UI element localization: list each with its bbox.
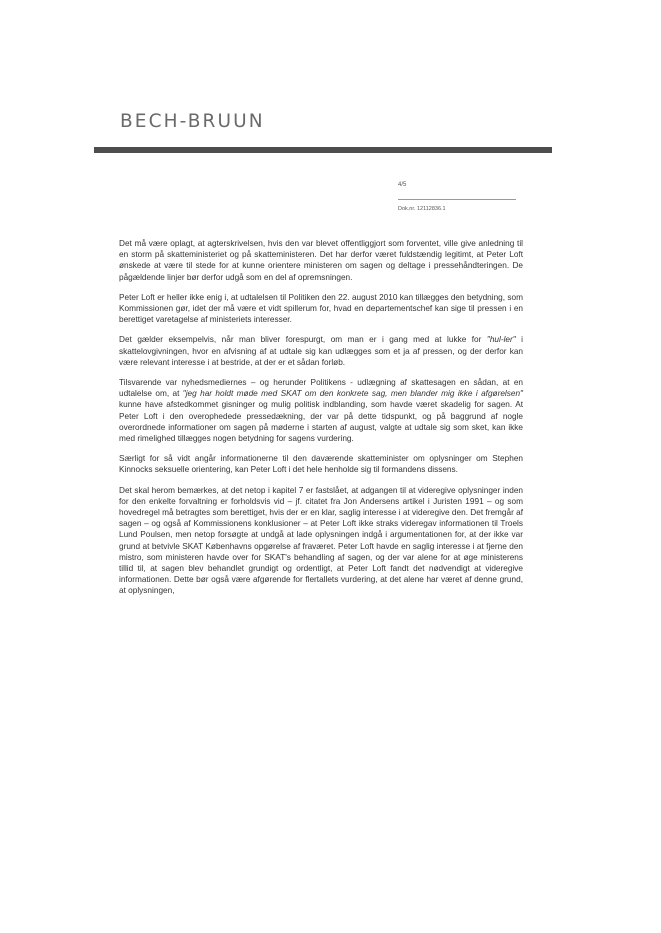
paragraph-2: Peter Loft er heller ikke enig i, at udtalelsen til Politiken den 22. august 2010 kan tillægges den betydning, som Kommissionen gør, idet der må være et vidt spillerum for, hvad en departementschef kan sige til pressen i en berettiget varetagelse af ministeriets interesser. bbox=[119, 292, 523, 325]
paragraph-3-quote: "hul-ler" bbox=[486, 335, 516, 345]
page-number: 4/5 bbox=[398, 182, 407, 188]
paragraph-4 bbox=[119, 377, 523, 444]
header-rule bbox=[94, 147, 552, 153]
paragraph-4-quote: "jeg har holdt møde med SKAT om den konkrete sag, men blander mig ikke i afgørelsen" bbox=[182, 389, 523, 399]
paragraph-3 bbox=[119, 334, 523, 368]
paragraph-3-part-b: i skattelovgivningen, hvor en afvisning af at udtale sig kan udlægges som et ja af pressen, og der derfor kan være relevant interesse i at bestride, at der er et sådan forløb. bbox=[119, 335, 524, 367]
document-number: Dok.nr. 12112836.1 bbox=[398, 206, 446, 212]
company-logo: BECH-BRUUN bbox=[120, 111, 265, 132]
paragraph-5: Særligt for så vidt angår informationerne til den daværende skatteminister om oplysninger om Stephen Kinnocks seksuelle orientering, kan Peter Loft i det hele henholde sig til formandens dissens. bbox=[119, 454, 523, 475]
paragraph-4-part-b: kunne have afstedkommet gisninger og mulig politisk indblanding, som havde været skadelig for sagen. At Peter Loft i den overophedede pressedækning, der var på dette tidspunkt, og på baggrund af nogle overordnede informationer om sagen på møderne i starten af august, valgte at udtale sig som sket, kan ikke med rimelighed tillægges nogen betydning for sagens vurdering. bbox=[119, 400, 523, 444]
paragraph-6: Det skal herom bemærkes, at det netop i kapitel 7 er fastslået, at adgangen til at videregive oplysninger inden for den enkelte forvaltning er forholdsvis vid – jf. citatet fra Jon Andersens artikel i Juristen 1991 – og som hovedregel må betragtes som berettiget, hvis der er en klar, saglig interesse i at videregive den. Det fremgår af sagen – og også af Kommissionens konklusioner – at Peter Loft ikke straks videregav informationen til Troels Lund Poulsen, men netop forsøgte at undgå at lade oplysningen indgå i argumentationen for, at der ikke var grund at betvivle SKAT Københavns opgørelse af fraværet. Peter Loft havde en saglig interesse i at fjerne den mistro, som ministeren havde over for SKAT's behandling af sagen, og der var alene for at øge ministerens tillid til, at sagen blev behandlet grundigt og ordentligt, at Peter Loft fandt det nødvendigt at videregive informationen. Dette bør også være afgørende for flertallets vurdering, at det alene har været af denne grund, at oplysningen, bbox=[119, 485, 524, 596]
paragraph-3-part-a: Det gælder eksempelvis, når man bliver forespurgt, om man er i gang med at lukke for bbox=[119, 335, 487, 345]
paragraph-4-part-a: Tilsvarende var nyhedsmediernes – og herunder Politikens - udlægning af skattesagen en sådan, at en udtalelse om, at bbox=[119, 378, 523, 399]
document-body bbox=[119, 238, 523, 606]
paragraph-1: Det må være oplagt, at agterskrivelsen, hvis den var blevet offentliggjort som forventet, ville give anledning til en storm på skatteministeriet og på skatteministeren. Det har derfor været fuldstændig legitimt, at Peter Loft ønskede at være til stede for at kunne orientere ministeren om sagen og deltage i pressehåndteringen. De pågældende linjer bør derfor udgå som en del af opremsningen. bbox=[119, 239, 523, 282]
meta-divider bbox=[398, 199, 516, 200]
